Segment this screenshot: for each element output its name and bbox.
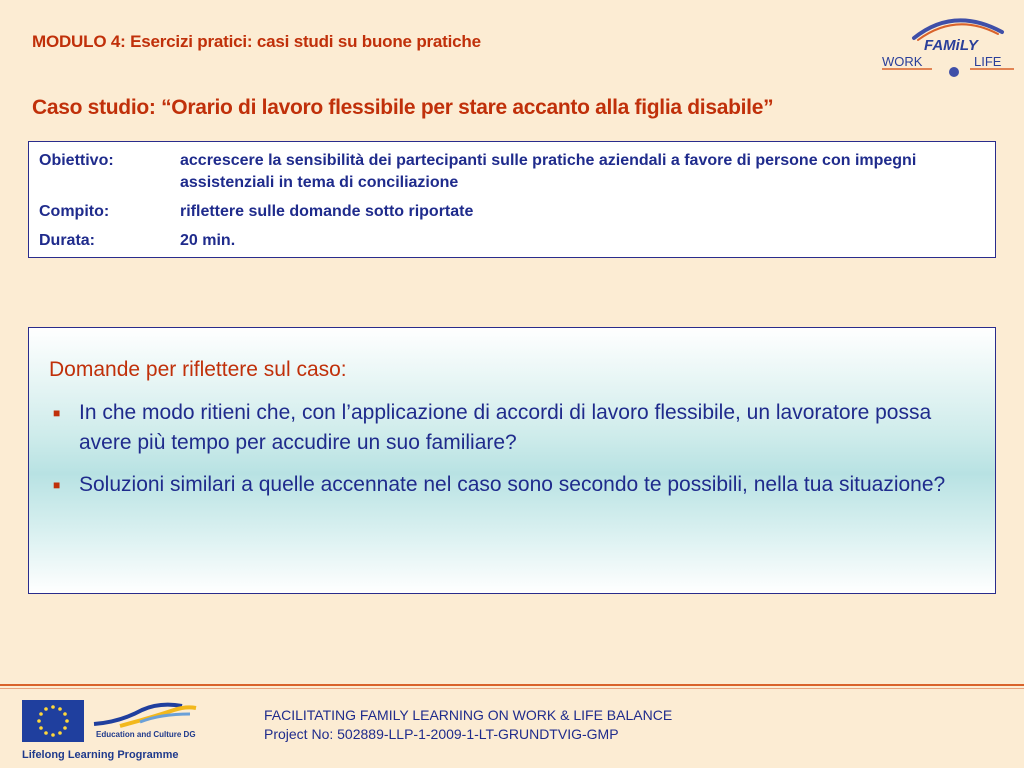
info-value: 20 min. xyxy=(180,232,236,249)
eu-flag-icon xyxy=(22,700,84,742)
logo-work-text: WORK xyxy=(882,54,923,69)
square-bullet-icon: ■ xyxy=(53,478,61,492)
lifelong-learning-label: Lifelong Learning Programme xyxy=(22,749,179,761)
family-work-life-logo xyxy=(874,10,1020,82)
info-label: Obiettivo: xyxy=(39,152,114,169)
question-item xyxy=(49,470,965,500)
education-culture-label: Education and Culture DG xyxy=(96,730,196,739)
logo-family-text: FAMiLY xyxy=(924,37,978,54)
info-value: accrescere la sensibilità dei partecipanti sulle pratiche aziendali a favore di persone con impegni assistenziali in tema di conciliazione xyxy=(180,152,917,191)
question-item xyxy=(49,398,965,458)
info-row-duration xyxy=(39,230,995,252)
footer-line-2: Project No: 502889-LLP-1-2009-1-LT-GRUNDTVIG-GMP xyxy=(264,726,619,742)
info-label: Compito: xyxy=(39,203,110,220)
footer-project-info xyxy=(264,706,672,744)
case-study-title: Caso studio: “Orario di lavoro flessibile per stare accanto alla figlia disabile” xyxy=(32,96,774,119)
info-row-task xyxy=(39,201,995,223)
info-value: riflettere sulle domande sotto riportate xyxy=(180,203,474,220)
case-info-box xyxy=(28,141,996,258)
questions-heading: Domande per riflettere sul caso: xyxy=(49,358,347,381)
question-text: In che modo ritieni che, con l’applicazione di accordi di lavoro flessibile, un lavoratore possa avere più tempo per accudire un suo familiare? xyxy=(79,401,932,454)
module-title: MODULO 4: Esercizi pratici: casi studi su buone pratiche xyxy=(32,32,481,51)
logo-life-text: LIFE xyxy=(974,54,1002,69)
footer-divider-thin xyxy=(0,688,1024,689)
questions-box xyxy=(28,327,996,594)
question-text: Soluzioni similari a quelle accennate nel caso sono secondo te possibili, nella tua situazione? xyxy=(79,473,946,496)
info-row-objective xyxy=(39,150,995,194)
footer-divider xyxy=(0,684,1024,686)
info-label: Durata: xyxy=(39,232,96,249)
footer-line-1: FACILITATING FAMILY LEARNING ON WORK & LIFE BALANCE xyxy=(264,707,673,723)
square-bullet-icon: ■ xyxy=(53,406,61,420)
